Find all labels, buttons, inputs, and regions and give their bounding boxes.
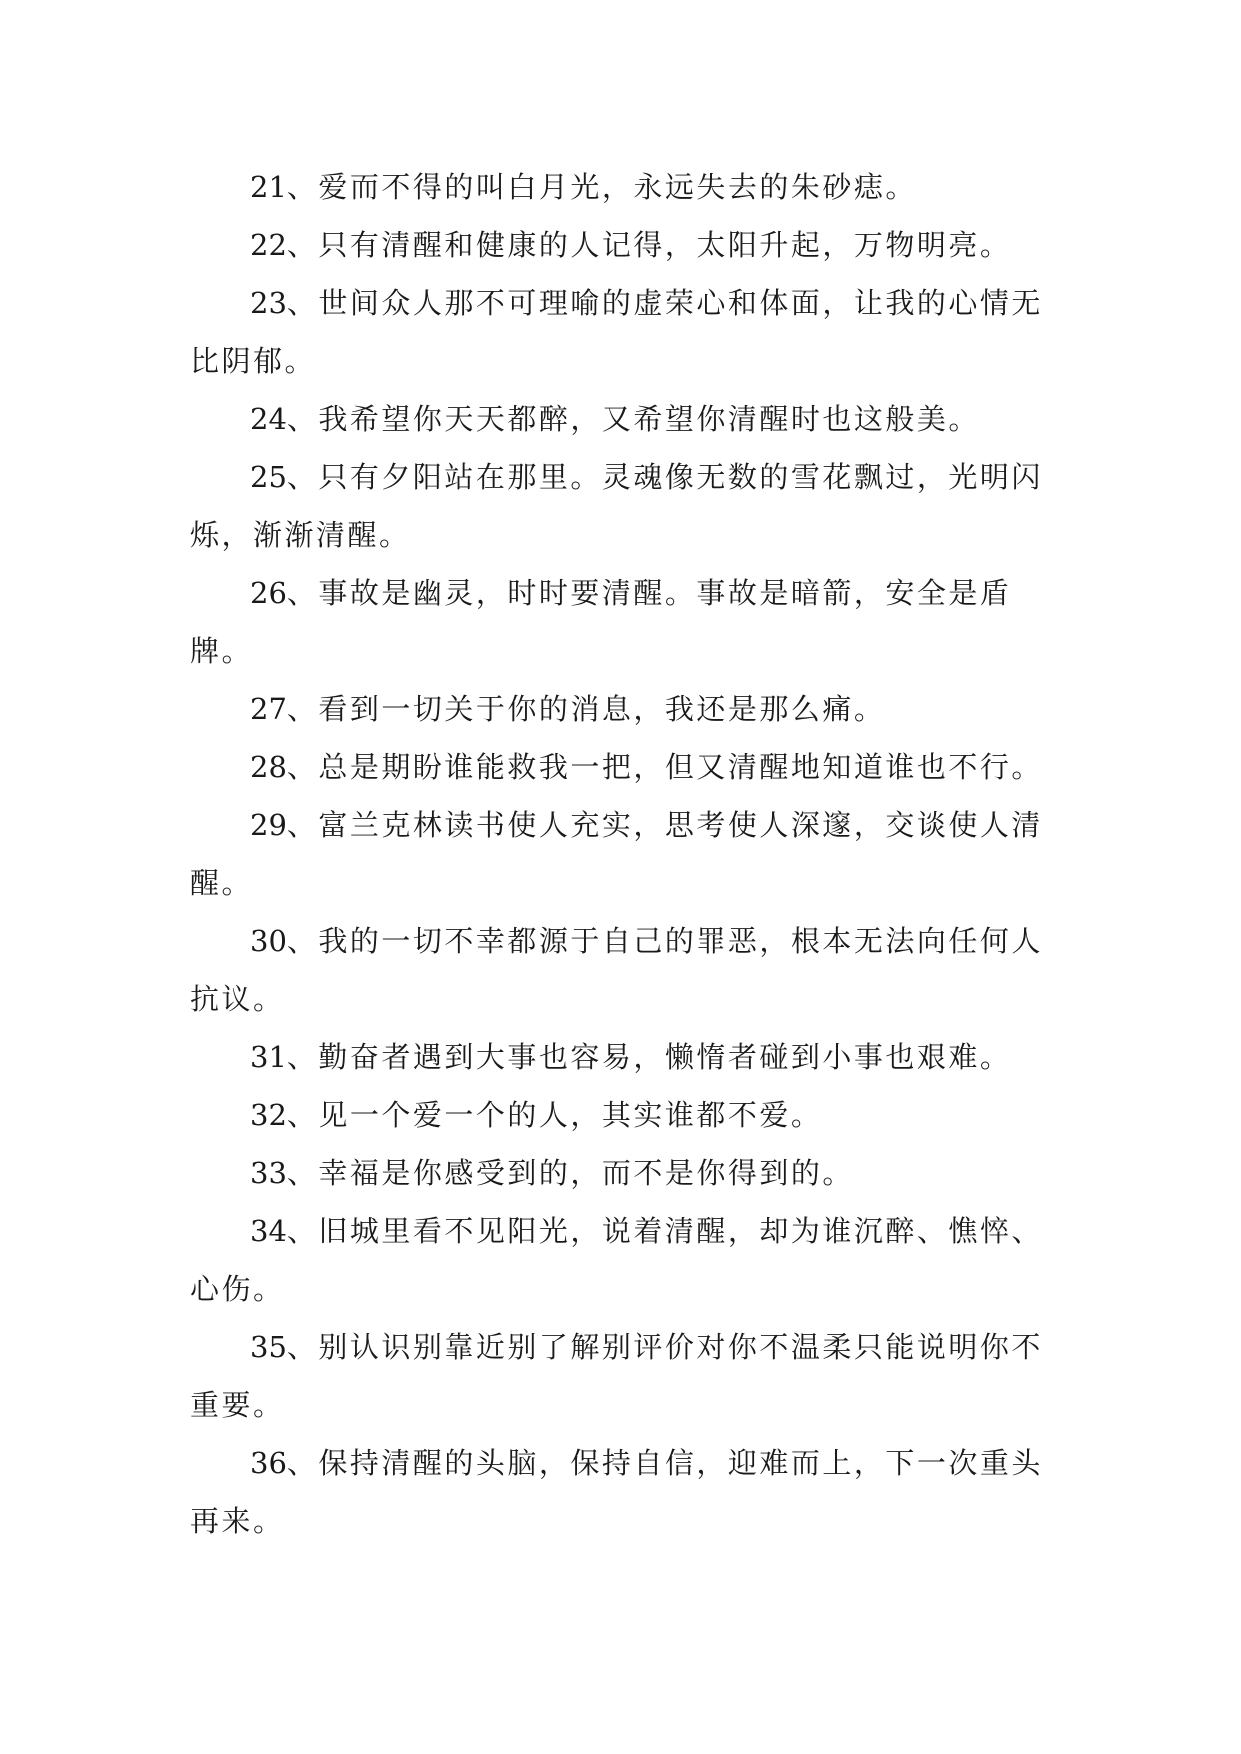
- item-text: 只有清醒和健康的人记得，太阳升起，万物明亮。: [318, 228, 1012, 262]
- paragraph-22: [190, 216, 1060, 274]
- paragraph-26: [190, 564, 1060, 680]
- item-separator: 、: [286, 1214, 319, 1248]
- item-separator: 、: [286, 576, 319, 610]
- paragraph-30: [190, 912, 1060, 1028]
- paragraph-27: [190, 680, 1060, 738]
- paragraph-25: [190, 448, 1060, 564]
- item-separator: 、: [286, 1156, 319, 1190]
- paragraph-34: [190, 1202, 1060, 1318]
- item-separator: 、: [286, 692, 319, 726]
- item-text: 爱而不得的叫白月光，永远失去的朱砂痣。: [318, 170, 917, 204]
- item-separator: 、: [286, 1040, 319, 1074]
- document-body: [190, 158, 1060, 1550]
- item-text: 见一个爱一个的人，其实谁都不爱。: [318, 1098, 823, 1132]
- item-separator: 、: [286, 808, 319, 842]
- paragraph-32: [190, 1086, 1060, 1144]
- item-number: 32: [250, 1098, 287, 1132]
- item-text: 只有夕阳站在那里。灵魂像无数的雪花飘过，光明闪烁，渐渐清醒。: [190, 460, 1043, 552]
- item-text: 勤奋者遇到大事也容易，懒惰者碰到小事也艰难。: [318, 1040, 1012, 1074]
- item-separator: 、: [286, 924, 319, 958]
- item-separator: 、: [286, 460, 319, 494]
- item-separator: 、: [286, 750, 319, 784]
- item-text: 富兰克林读书使人充实，思考使人深邃，交谈使人清醒。: [190, 808, 1043, 900]
- item-number: 34: [250, 1214, 287, 1248]
- item-text: 看到一切关于你的消息，我还是那么痛。: [318, 692, 886, 726]
- item-text: 别认识别靠近别了解别评价对你不温柔只能说明你不重要。: [190, 1330, 1043, 1422]
- item-separator: 、: [286, 1330, 319, 1364]
- item-separator: 、: [286, 286, 319, 320]
- paragraph-21: [190, 158, 1060, 216]
- paragraph-33: [190, 1144, 1060, 1202]
- paragraph-28: [190, 738, 1060, 796]
- paragraph-23: [190, 274, 1060, 390]
- item-text: 幸福是你感受到的，而不是你得到的。: [318, 1156, 854, 1190]
- item-text: 世间众人那不可理喻的虚荣心和体面，让我的心情无比阴郁。: [190, 286, 1043, 378]
- item-number: 35: [250, 1330, 287, 1364]
- item-number: 36: [250, 1446, 287, 1480]
- item-text: 保持清醒的头脑，保持自信，迎难而上，下一次重头再来。: [190, 1446, 1043, 1538]
- item-separator: 、: [286, 228, 319, 262]
- paragraph-29: [190, 796, 1060, 912]
- item-separator: 、: [286, 1446, 319, 1480]
- paragraph-24: [190, 390, 1060, 448]
- item-number: 21: [250, 170, 287, 204]
- item-number: 33: [250, 1156, 287, 1190]
- item-text: 我希望你天天都醉，又希望你清醒时也这般美。: [318, 402, 980, 436]
- item-number: 26: [250, 576, 287, 610]
- paragraph-36: [190, 1434, 1060, 1550]
- item-text: 总是期盼谁能救我一把，但又清醒地知道谁也不行。: [318, 750, 1043, 784]
- item-text: 我的一切不幸都源于自己的罪恶，根本无法向任何人抗议。: [190, 924, 1043, 1016]
- item-number: 29: [250, 808, 287, 842]
- item-separator: 、: [286, 1098, 319, 1132]
- item-separator: 、: [286, 402, 319, 436]
- item-text: 旧城里看不见阳光，说着清醒，却为谁沉醉、憔悴、心伤。: [190, 1214, 1043, 1306]
- item-number: 28: [250, 750, 287, 784]
- item-number: 22: [250, 228, 287, 262]
- item-number: 23: [250, 286, 287, 320]
- item-separator: 、: [286, 170, 319, 204]
- paragraph-31: [190, 1028, 1060, 1086]
- item-text: 事故是幽灵，时时要清醒。事故是暗箭，安全是盾牌。: [190, 576, 1012, 668]
- item-number: 31: [250, 1040, 287, 1074]
- item-number: 30: [250, 924, 287, 958]
- item-number: 24: [250, 402, 287, 436]
- item-number: 27: [250, 692, 287, 726]
- paragraph-35: [190, 1318, 1060, 1434]
- item-number: 25: [250, 460, 287, 494]
